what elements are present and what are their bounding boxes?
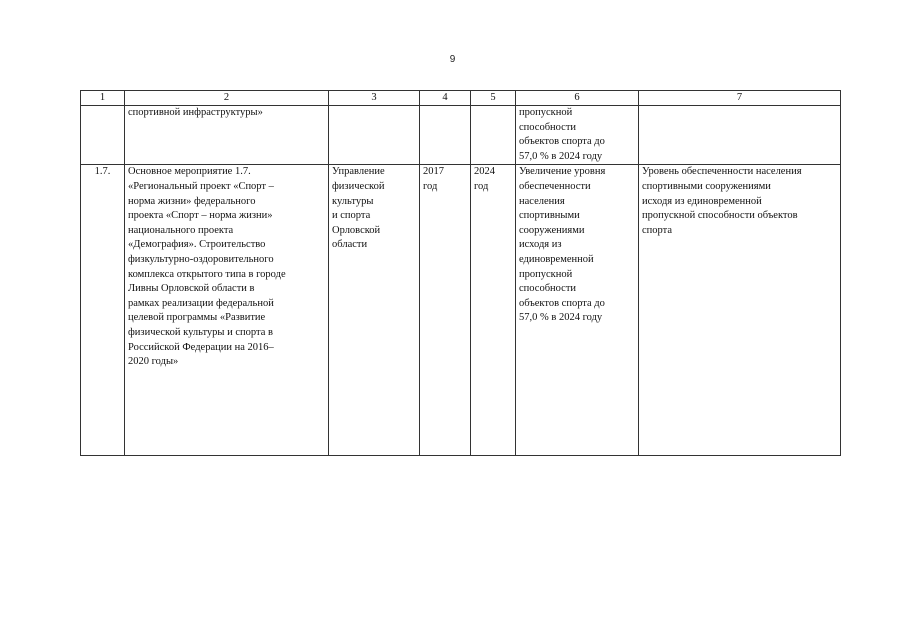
cell-indicator <box>639 106 841 165</box>
cell-expected-result: пропускной способности объектов спорта до 57,0 % в 2024 году <box>516 106 639 165</box>
cell-measure: спортивной инфраструктуры» <box>125 106 329 165</box>
page-number: 9 <box>449 54 456 65</box>
measures-table <box>80 90 841 456</box>
cell-end-year: 2024 год <box>471 165 516 456</box>
header-col-6: 6 <box>516 91 639 106</box>
cell-indicator: Уровень обеспеченности населения спортивными сооружениями исходя из единовременной пропускной способности объектов спорта <box>639 165 841 456</box>
table-row <box>81 165 841 456</box>
header-row <box>81 91 841 106</box>
header-col-5: 5 <box>471 91 516 106</box>
cell-start-year: 2017 год <box>420 165 471 456</box>
cell-responsible: Управление физической культуры и спорта Орловской области <box>329 165 420 456</box>
header-col-7: 7 <box>639 91 841 106</box>
cell-end-year <box>471 106 516 165</box>
cell-start-year <box>420 106 471 165</box>
header-col-1: 1 <box>81 91 125 106</box>
header-col-2: 2 <box>125 91 329 106</box>
cell-measure: Основное мероприятие 1.7. «Региональный проект «Спорт – норма жизни» федерального проекта «Спорт – норма жизни» национального проекта «Демография». Строительство физкультурно-оздоровительного комплекса открытого типа в городе Ливны Орловской области в рамках реализации федеральной целевой программы «Развитие физической культуры и спорта в Российской Федерации на 2016– 2020 годы» <box>125 165 329 456</box>
table-row <box>81 106 841 165</box>
cell-responsible <box>329 106 420 165</box>
header-col-4: 4 <box>420 91 471 106</box>
cell-expected-result: Увеличение уровня обеспеченности населения спортивными сооружениями исходя из единовременной пропускной способности объектов спорта до 57,0 % в 2024 году <box>516 165 639 456</box>
header-col-3: 3 <box>329 91 420 106</box>
cell-number: 1.7. <box>81 165 125 456</box>
cell-number <box>81 106 125 165</box>
